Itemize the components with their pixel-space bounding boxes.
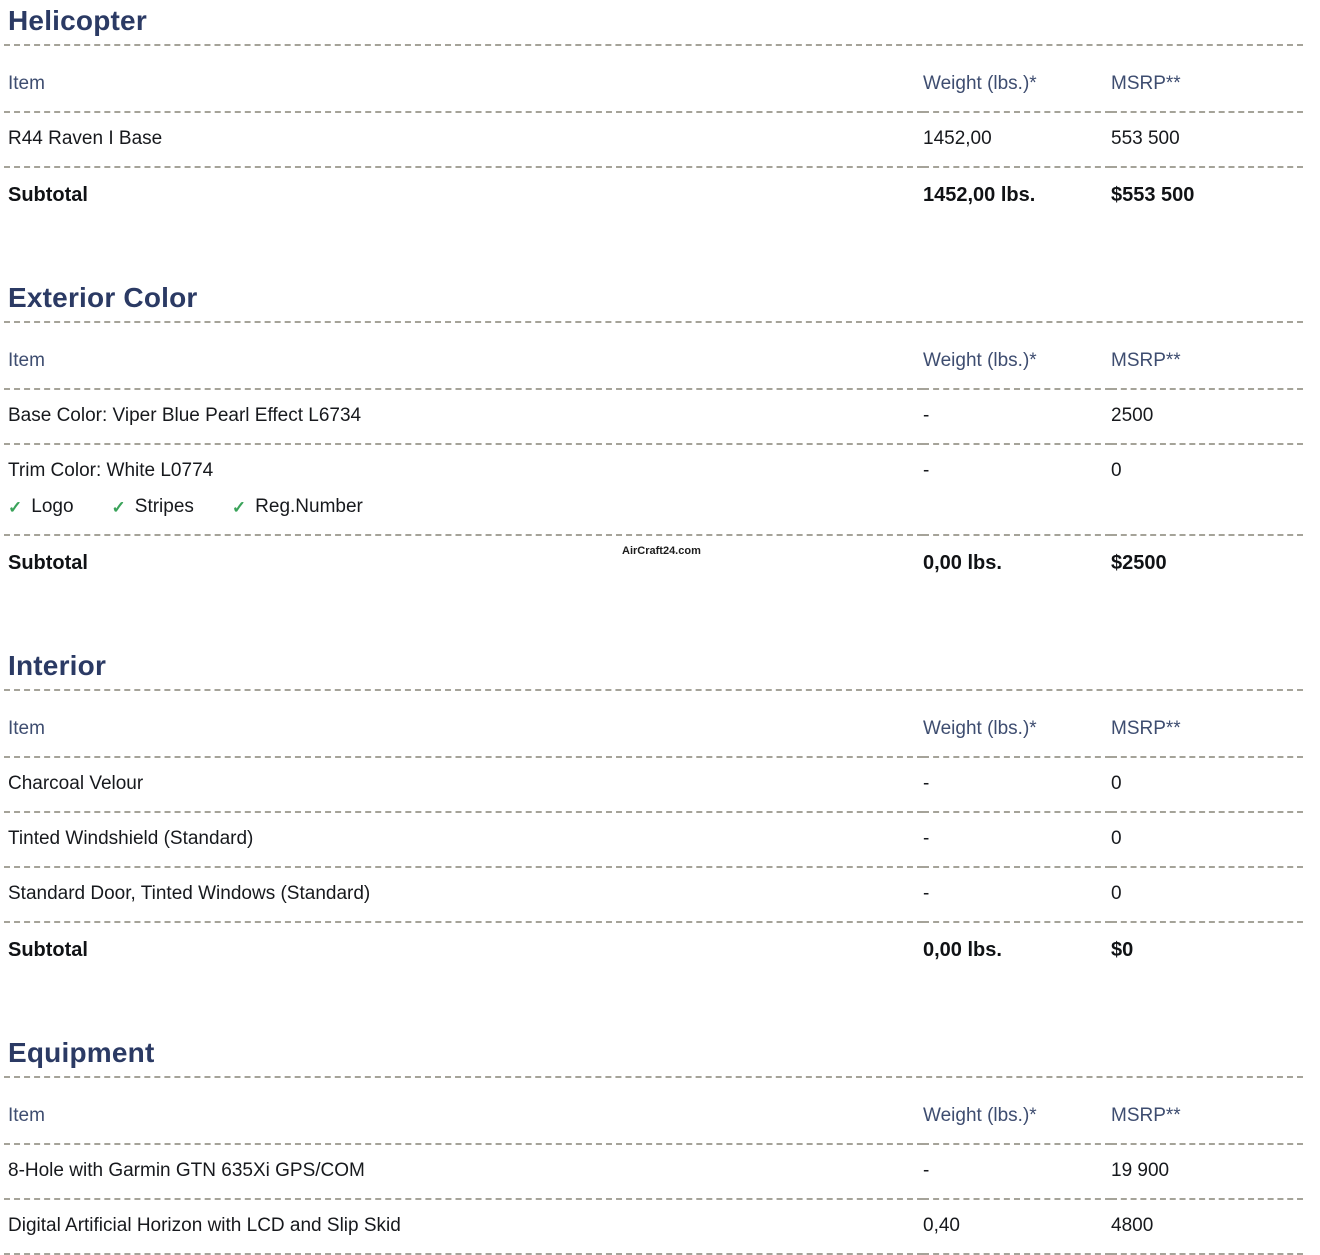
subtotal-label: Subtotal	[8, 184, 88, 206]
pricing-section	[4, 650, 1303, 980]
table-body	[4, 757, 1303, 980]
table-row	[4, 812, 1303, 867]
item-cell	[4, 812, 923, 867]
section-title: Equipment	[4, 1037, 1303, 1078]
table-row	[4, 389, 1303, 444]
column-header-weight: Weight (lbs.)*	[923, 46, 1111, 112]
item-label: Digital Artificial Horizon with LCD and Slip Skid	[8, 1215, 401, 1236]
item-label: Charcoal Velour	[8, 773, 144, 794]
column-header-item: Item	[4, 323, 923, 389]
table-row	[4, 867, 1303, 922]
column-header-weight: Weight (lbs.)*	[923, 323, 1111, 389]
column-header-weight: Weight (lbs.)*	[923, 1078, 1111, 1144]
table-body	[4, 1144, 1303, 1254]
watermark: AirCraft24.com	[622, 545, 701, 557]
option-item	[112, 496, 194, 518]
table-header-row	[4, 691, 1303, 757]
section-title: Helicopter	[4, 5, 1303, 46]
subtotal-row	[4, 922, 1303, 980]
option-label: Stripes	[134, 496, 194, 517]
table-body	[4, 389, 1303, 593]
pricing-section	[4, 5, 1303, 225]
item-label: Base Color: Viper Blue Pearl Effect L6734	[8, 405, 362, 426]
column-header-weight: Weight (lbs.)*	[923, 691, 1111, 757]
pricing-table	[4, 46, 1303, 225]
subtotal-msrp: $0	[1111, 939, 1134, 961]
column-header-item: Item	[4, 46, 923, 112]
option-label: Reg.Number	[255, 496, 363, 517]
subtotal-msrp: $2500	[1111, 552, 1167, 574]
item-label: R44 Raven I Base	[8, 128, 163, 149]
section-title: Interior	[4, 650, 1303, 691]
pricing-section	[4, 1037, 1303, 1255]
option-item	[8, 496, 74, 518]
subtotal-msrp: $553 500	[1111, 184, 1195, 206]
subtotal-label: Subtotal	[8, 939, 88, 961]
weight-cell: 0,40	[923, 1199, 1111, 1254]
table-header-row	[4, 1078, 1303, 1144]
subtotal-row	[4, 535, 1303, 593]
column-header-msrp: MSRP**	[1111, 691, 1303, 757]
column-header-msrp: MSRP**	[1111, 323, 1303, 389]
item-label: 8-Hole with Garmin GTN 635Xi GPS/COM	[8, 1160, 365, 1181]
pricing-table	[4, 691, 1303, 980]
table-row	[4, 1144, 1303, 1199]
msrp-cell: 19 900	[1111, 1144, 1303, 1199]
subtotal-weight: 0,00 lbs.	[923, 552, 1002, 574]
checkmark-icon: ✓	[111, 497, 126, 517]
item-cell	[4, 1144, 923, 1199]
table-row	[4, 444, 1303, 535]
msrp-cell: 553 500	[1111, 112, 1303, 167]
msrp-cell: 0	[1111, 812, 1303, 867]
option-item	[232, 496, 363, 518]
subtotal-row	[4, 167, 1303, 225]
item-cell	[4, 757, 923, 812]
table-header-row	[4, 323, 1303, 389]
subtotal-weight: 0,00 lbs.	[923, 939, 1002, 961]
msrp-cell: 0	[1111, 444, 1303, 535]
checkmark-icon: ✓	[231, 497, 247, 517]
sections-container	[4, 5, 1303, 1255]
subtotal-weight: 1452,00 lbs.	[923, 184, 1036, 206]
pricing-table	[4, 1078, 1303, 1255]
msrp-cell: 4800	[1111, 1199, 1303, 1254]
column-header-msrp: MSRP**	[1111, 1078, 1303, 1144]
msrp-cell: 2500	[1111, 389, 1303, 444]
table-body	[4, 112, 1303, 225]
weight-cell: 1452,00	[923, 112, 1111, 167]
item-label: Tinted Windshield (Standard)	[8, 828, 254, 849]
msrp-cell: 0	[1111, 867, 1303, 922]
item-cell	[4, 112, 923, 167]
item-label: Trim Color: White L0774	[8, 460, 214, 481]
weight-cell: -	[923, 1144, 1111, 1199]
column-header-item: Item	[4, 1078, 923, 1144]
table-row	[4, 1199, 1303, 1254]
options-row	[8, 496, 923, 518]
section-title: Exterior Color	[4, 282, 1303, 323]
item-cell	[4, 867, 923, 922]
weight-cell: -	[923, 867, 1111, 922]
item-label: Standard Door, Tinted Windows (Standard)	[8, 883, 371, 904]
item-cell	[4, 444, 923, 535]
item-cell	[4, 389, 923, 444]
weight-cell: -	[923, 757, 1111, 812]
checkmark-icon: ✓	[8, 497, 23, 517]
option-label: Logo	[31, 496, 74, 517]
subtotal-label: Subtotal	[8, 552, 88, 574]
column-header-item: Item	[4, 691, 923, 757]
weight-cell: -	[923, 812, 1111, 867]
msrp-cell: 0	[1111, 757, 1303, 812]
table-row	[4, 112, 1303, 167]
table-header-row	[4, 46, 1303, 112]
weight-cell: -	[923, 444, 1111, 535]
weight-cell: -	[923, 389, 1111, 444]
column-header-msrp: MSRP**	[1111, 46, 1303, 112]
item-cell	[4, 1199, 923, 1254]
table-row	[4, 757, 1303, 812]
